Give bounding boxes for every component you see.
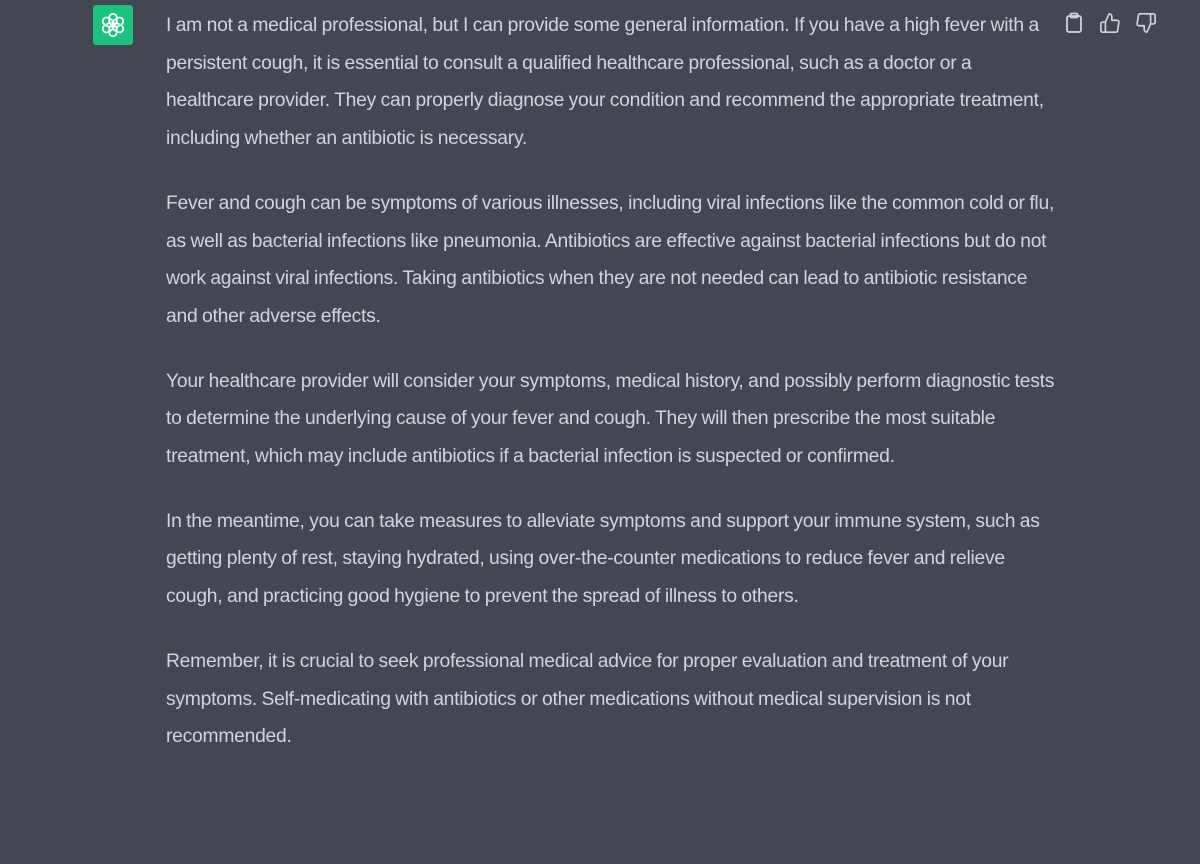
- assistant-message-text: [166, 7, 1056, 783]
- message-paragraph: Fever and cough can be symptoms of various illnesses, including viral infections like the common cold or flu, as well as bacterial infections like pneumonia. Antibiotics are effective against bacterial infections but do not work against viral infections. Taking antibiotics when they are not needed can lead to antibiotic resistance and other adverse effects.: [166, 192, 1055, 327]
- message-paragraph: In the meantime, you can take measures to alleviate symptoms and support your immune system, such as getting plenty of rest, staying hydrated, using over-the-counter medications to reduce fever and relieve cough, and practicing good hygiene to prevent the spread of illness to others.: [166, 510, 1040, 608]
- message-paragraph: Your healthcare provider will consider your symptoms, medical history, and possibly perform diagnostic tests to determine the underlying cause of your fever and cough. They will then prescribe the most suitable treatment, which may include antibiotics if a bacterial infection is suspected or confirmed.: [166, 370, 1055, 468]
- message-paragraph: Remember, it is crucial to seek professional medical advice for proper evaluation and treatment of your symptoms. Self-medicating with antibiotics or other medications without medical supervision is not recommended.: [166, 650, 1009, 748]
- assistant-avatar: [93, 5, 133, 45]
- openai-logo-icon: [98, 10, 128, 40]
- message-actions: [1060, 10, 1160, 36]
- message-paragraph: I am not a medical professional, but I can provide some general information. If you have a high fever with a persistent cough, it is essential to consult a qualified healthcare professional, such as a doctor or a healthcare provider. They can properly diagnose your condition and recommend the appropriate treatment, including whether an antibiotic is necessary.: [166, 15, 1044, 150]
- clipboard-icon: [1064, 12, 1084, 34]
- thumbs-up-button[interactable]: [1096, 10, 1124, 36]
- thumbs-up-icon: [1099, 12, 1121, 34]
- thumbs-down-button[interactable]: [1132, 10, 1160, 36]
- copy-button[interactable]: [1060, 10, 1088, 36]
- thumbs-down-icon: [1135, 12, 1157, 34]
